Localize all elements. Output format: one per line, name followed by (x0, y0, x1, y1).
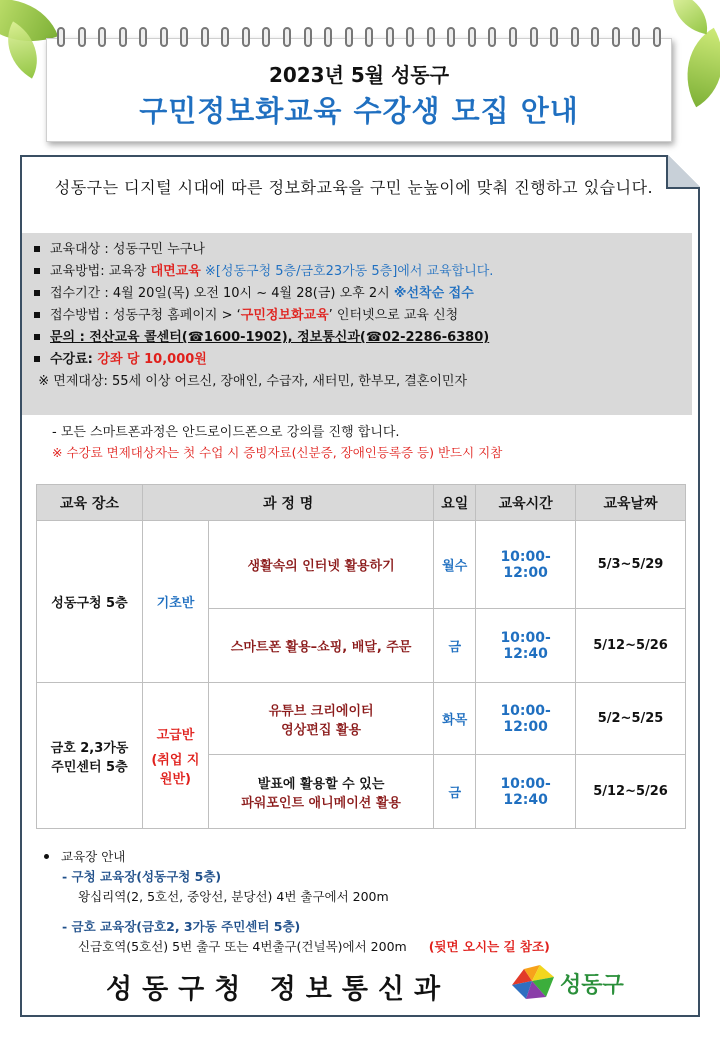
note-android: - 모든 스마트폰과정은 안드로이드폰으로 강의를 진행 합니다. (52, 425, 400, 440)
cell-time: 10:00-12:00 (476, 683, 576, 755)
cell-day: 금 (434, 755, 476, 829)
cell-date: 5/12~5/26 (576, 609, 686, 683)
info-target: 교육대상 : 성동구민 누구나 (30, 239, 684, 261)
course-line: 유튜브 크리에이터 (268, 703, 374, 719)
cell-level: 기초반 (142, 521, 208, 683)
cell-course (208, 683, 433, 755)
footer-department: 성동구청 정보통신과 (106, 974, 451, 1005)
venue-2-directions: 신금호역(5호선) 5번 출구 또는 4번출구(건널목)에서 200m (뒷면 오시는 길 참조) (78, 939, 550, 954)
intro-text: 성동구는 디지털 시대에 따른 정보화교육을 구민 눈높이에 맞춰 진행하고 있습니다. (54, 178, 654, 197)
venue-1-directions: 왕십리역(2, 5호선, 중앙선, 분당선) 4번 출구에서 200m (78, 889, 389, 904)
level-label: 고급반 (156, 728, 195, 743)
table-row (37, 683, 686, 755)
cell-date: 5/12~5/26 (576, 755, 686, 829)
venue-2-heading: - 금호 교육장(금호2, 3가동 주민센터 5층) (62, 919, 301, 934)
cell-day: 금 (434, 609, 476, 683)
venue-1-heading: - 구청 교육장(성동구청 5층) (62, 869, 222, 884)
info-apply: 접수방법 : 성동구청 홈페이지 > ‘구민정보화교육’ 인터넷으로 교육 신청 (30, 305, 684, 327)
cell-location: 성동구청 5층 (37, 521, 143, 683)
cell-level (142, 683, 208, 829)
cell-location: 금호 2,3가동 주민센터 5층 (37, 683, 143, 829)
info-method: 교육방법: 교육장 대면교육 ※[성동구청 5층/금호23가동 5층]에서 교육합니다. (30, 261, 684, 283)
info-fee: 수강료: 강좌 당 10,000원 (30, 349, 684, 371)
seongdong-logo-icon (510, 963, 556, 1003)
venue-title: 교육장 안내 (44, 847, 550, 867)
seongdong-logo (510, 963, 624, 1003)
notes (52, 423, 502, 463)
cell-course (208, 755, 433, 829)
cell-date: 5/3~5/29 (576, 521, 686, 609)
leaf-decoration (666, 28, 720, 107)
course-line: 영상편집 활용 (281, 722, 362, 738)
course-line: 파워포인트 애니메이션 활용 (241, 795, 401, 811)
th-date: 교육날짜 (576, 485, 686, 521)
th-time: 교육시간 (476, 485, 576, 521)
logo-text: 성동구 (560, 972, 624, 998)
content-frame (20, 155, 700, 1017)
info-exempt: ※ 면제대상: 55세 이상 어르신, 장애인, 수급자, 새터민, 한부모, 결혼이민자 (38, 374, 467, 389)
table-row (37, 521, 686, 609)
page-title: 구민정보화교육 수강생 모집 안내 (139, 94, 579, 128)
schedule-table (36, 484, 686, 829)
info-period: 접수기간 : 4월 20일(목) 오전 10시 ~ 4월 28(금) 오후 2시 ※선착순 접수 (30, 283, 684, 305)
spiral-binding (57, 27, 661, 47)
venue-guide (44, 847, 550, 957)
table-header-row (37, 485, 686, 521)
cell-time: 10:00-12:40 (476, 609, 576, 683)
cell-course: 생활속의 인터넷 활용하기 (208, 521, 433, 609)
header-subtitle: 2023년 5월 성동구 (268, 63, 450, 87)
cell-time: 10:00-12:00 (476, 521, 576, 609)
leaf-decoration (667, 0, 713, 34)
header-notepad (46, 38, 672, 142)
cell-course: 스마트폰 활용–쇼핑, 배달, 주문 (208, 609, 433, 683)
venue-2-note: (뒷면 오시는 길 참조) (428, 939, 550, 954)
info-box (22, 233, 692, 415)
info-contact: 문의 : 전산교육 콜센터(☎1600-1902), 정보통신과(☎02-2286-6380) (30, 327, 684, 349)
cell-time: 10:00-12:40 (476, 755, 576, 829)
th-location: 교육 장소 (37, 485, 143, 521)
level-note: (취업 지원반) (151, 753, 200, 787)
course-line: 발표에 활용할 수 있는 (257, 776, 385, 792)
note-fee-exempt: ※ 수강료 면제대상자는 첫 수업 시 증빙자료(신분증, 장애인등록증 등) 반드시 지참 (52, 445, 503, 460)
th-day: 요일 (434, 485, 476, 521)
cell-date: 5/2~5/25 (576, 683, 686, 755)
th-course: 과 정 명 (142, 485, 433, 521)
cell-day: 월수 (434, 521, 476, 609)
cell-day: 화목 (434, 683, 476, 755)
